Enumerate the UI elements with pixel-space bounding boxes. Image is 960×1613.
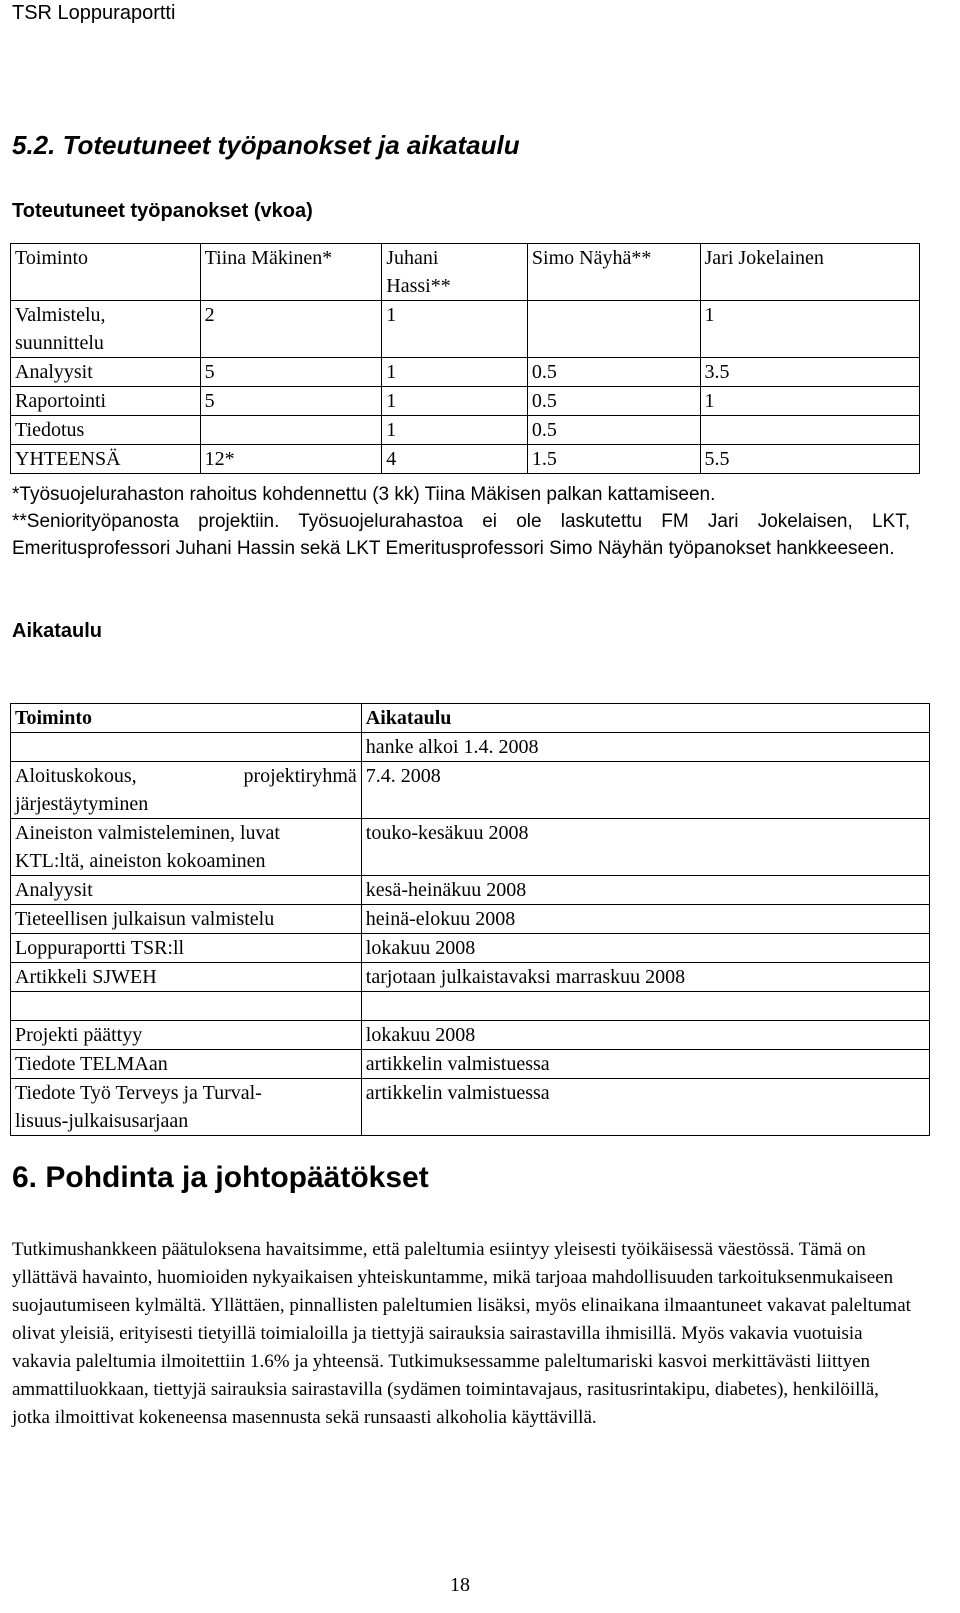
effort-cell: [700, 416, 919, 445]
schedule-date: heinä-elokuu 2008: [361, 905, 929, 934]
effort-row-raportointi: [11, 387, 920, 416]
schedule-activity: Projekti päättyy: [11, 1021, 362, 1050]
schedule-activity: Artikkeli SJWEH: [11, 963, 362, 992]
chapter-paragraph: Tutkimushankkeen päätuloksena havaitsimme, että paleltumia esiintyy yleisesti työikäisessä väestössä. Tämä on yllättävä havainto, huomioiden nykyaikaisen yhteiskuntamme, mikä tarjoaa mahdollisuuden tarkoituksenmukaiseen suojautumiseen kylmältä. Yllättäen, pinnallisten paleltumien lisäksi, myös elinaikana ilmaantuneet vakavat paleltumat olivat yleisiä, erityisesti tietyillä toimialoilla ja tiettyjä sairauksia sairastavilla ihmisillä. Myös vakavia vuotuisia vakavia paleltumia ilmoitettiin 1.6% ja yhteensä. Tutkimuksessamme paleltumariski kasvoi merkittävästi liittyen ammattiluokkaan, tiettyjä sairauksia sairastavilla (sydämen toimintavajaus, rasitusrintakipu, diabetes), henkilöillä, jotka ilmoittivat kokeneensa masennusta sekä runsaasti alkoholia käyttävillä.: [12, 1239, 911, 1428]
schedule-header-activity: Toiminto: [11, 704, 362, 733]
schedule-date: lokakuu 2008: [361, 934, 929, 963]
schedule-date: hanke alkoi 1.4. 2008: [361, 733, 929, 762]
schedule-activity: [11, 819, 362, 876]
schedule-date: artikkelin valmistuessa: [361, 1050, 929, 1079]
schedule-activity: [11, 1079, 362, 1136]
schedule-header-schedule: Aikataulu: [361, 704, 929, 733]
schedule-row: [11, 819, 930, 876]
schedule-row: [11, 762, 930, 819]
effort-header-juhani-line1: Juhani: [386, 247, 439, 269]
effort-header-activity: Toiminto: [11, 244, 201, 301]
effort-cell: 4: [382, 445, 528, 474]
effort-table-header-row: [11, 244, 920, 301]
effort-cell: 1: [382, 416, 528, 445]
page-number: 18: [450, 1574, 470, 1596]
activity-word: projektiryhmä: [243, 765, 357, 787]
schedule-activity: Tieteellisen julkaisun valmistelu: [11, 905, 362, 934]
schedule-date: lokakuu 2008: [361, 1021, 929, 1050]
effort-cell: 0.5: [527, 358, 700, 387]
effort-cell: 3.5: [700, 358, 919, 387]
effort-cell: 5: [200, 358, 382, 387]
effort-cell: 1: [700, 387, 919, 416]
effort-cell: 1: [700, 301, 919, 358]
activity-line2: KTL:ltä, aineiston kokoaminen: [15, 850, 266, 872]
schedule-header-row: [11, 704, 930, 733]
effort-row-label: Tiedotus: [11, 416, 201, 445]
schedule-row: [11, 876, 930, 905]
effort-row-label: [11, 301, 201, 358]
activity-line1: Aineiston valmisteleminen, luvat: [15, 822, 280, 844]
schedule-heading: Aikataulu: [12, 620, 103, 642]
section-title: 5.2. Toteutuneet työpanokset ja aikataulu: [12, 130, 520, 160]
effort-row-label: YHTEENSÄ: [11, 445, 201, 474]
chapter-title: 6. Pohdinta ja johtopäätökset: [12, 1161, 429, 1194]
activity-line1: Tiedote Työ Terveys ja Turval-: [15, 1082, 262, 1104]
schedule-activity: Tiedote TELMAan: [11, 1050, 362, 1079]
effort-cell: 0.5: [527, 387, 700, 416]
schedule-date: artikkelin valmistuessa: [361, 1079, 929, 1136]
schedule-activity: [11, 992, 362, 1021]
activity-line2: lisuus-julkaisusarjaan: [15, 1110, 189, 1132]
effort-row-analyysit: [11, 358, 920, 387]
effort-cell: [200, 416, 382, 445]
effort-row-label: Raportointi: [11, 387, 201, 416]
effort-cell: 1: [382, 358, 528, 387]
schedule-row-empty: [11, 992, 930, 1021]
effort-cell: [527, 301, 700, 358]
effort-cell: 12*: [200, 445, 382, 474]
footnote-funding: *Työsuojelurahaston rahoitus kohdennettu (3 kk) Tiina Mäkisen palkan kattamiseen.: [12, 484, 716, 505]
schedule-date: 7.4. 2008: [361, 762, 929, 819]
effort-cell: 2: [200, 301, 382, 358]
effort-cell: 1: [382, 301, 528, 358]
footnote-senior-effort: **Seniorityöpanosta projektiin. Työsuojelurahastoa ei ole laskutettu FM Jari Jokelaisen, LKT, Emeritusprofessori Juhani Hassin sekä LKT Emeritusprofessori Simo Näyhän työpanokset hankkeeseen.: [12, 511, 910, 559]
schedule-date: [361, 992, 929, 1021]
effort-cell: 5: [200, 387, 382, 416]
effort-header-juhani-line2: Hassi**: [386, 275, 451, 297]
effort-header-juhani: [382, 244, 528, 301]
schedule-row: [11, 963, 930, 992]
activity-line2: järjestäytyminen: [15, 793, 149, 815]
activity-word: Aloituskokous,: [15, 765, 137, 787]
schedule-date: tarjotaan julkaistavaksi marraskuu 2008: [361, 963, 929, 992]
schedule-table: [10, 703, 930, 1136]
schedule-activity: [11, 733, 362, 762]
schedule-row: [11, 905, 930, 934]
effort-cell: 1.5: [527, 445, 700, 474]
running-header: TSR Loppuraportti: [12, 2, 176, 24]
row-label-line2: suunnittelu: [15, 332, 104, 354]
schedule-activity: Loppuraportti TSR:ll: [11, 934, 362, 963]
effort-cell: 5.5: [700, 445, 919, 474]
schedule-activity: [11, 762, 362, 819]
schedule-date: kesä-heinäkuu 2008: [361, 876, 929, 905]
effort-row-label: Analyysit: [11, 358, 201, 387]
schedule-activity: Analyysit: [11, 876, 362, 905]
effort-table: [10, 243, 920, 474]
effort-cell: 1: [382, 387, 528, 416]
effort-header-simo: Simo Näyhä**: [527, 244, 700, 301]
effort-row-yhteensa: [11, 445, 920, 474]
effort-cell: 0.5: [527, 416, 700, 445]
schedule-row: [11, 934, 930, 963]
activity-line1: [15, 762, 357, 790]
effort-row-tiedotus: [11, 416, 920, 445]
schedule-row: [11, 1050, 930, 1079]
schedule-date: touko-kesäkuu 2008: [361, 819, 929, 876]
effort-header-tiina: Tiina Mäkinen*: [200, 244, 382, 301]
effort-header-jari: Jari Jokelainen: [700, 244, 919, 301]
effort-row-valmistelu: [11, 301, 920, 358]
row-label-line1: Valmistelu,: [15, 304, 106, 326]
schedule-row: [11, 1079, 930, 1136]
schedule-row: [11, 733, 930, 762]
schedule-row: [11, 1021, 930, 1050]
effort-table-heading: Toteutuneet työpanokset (vkoa): [12, 200, 313, 222]
